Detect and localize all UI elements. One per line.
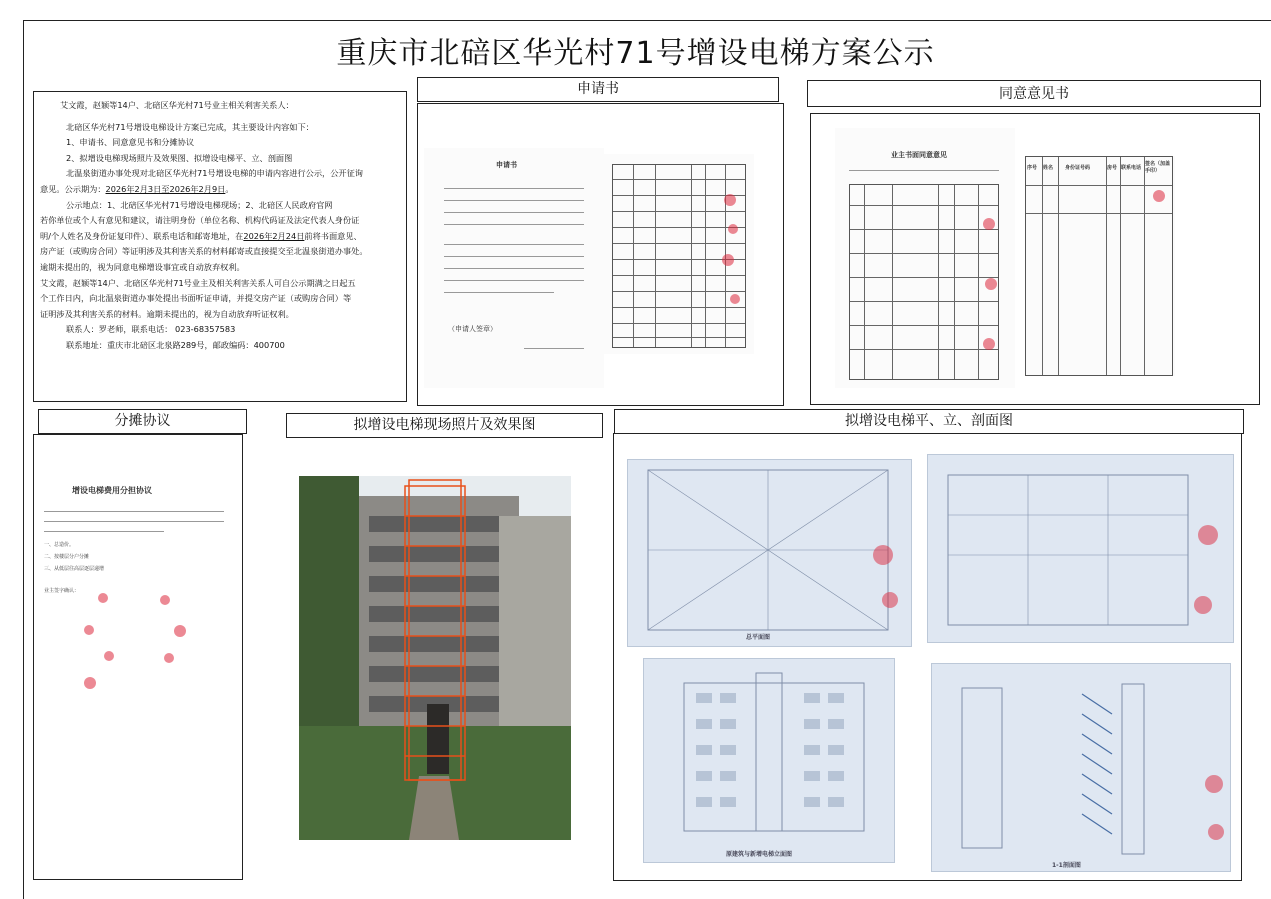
notice-line: 若你单位或个人有意见和建议，请注明身份（单位名称、机构代码证及法定代表人身份证 [40,215,360,226]
cost-share-scan [34,465,240,695]
consent-scan-left [835,128,1015,388]
notice-line: 艾文霞，赵颖等14户、北碚区华光村71号业主相关利害关系人： [60,100,294,110]
cost-share-panel [33,434,243,880]
site-photo-label: 拟增设电梯现场照片及效果图 [286,413,603,438]
elevation-drawing [643,658,895,863]
section-drawing [931,663,1231,872]
applicant-list-scan [604,154,754,354]
cost-share-label: 分摊协议 [38,409,247,434]
notice-line: 证明涉及其利害关系的材料。逾期未提出的，视为自动放弃听证权利。 [40,308,294,319]
consent-header: 联系电话 [1121,165,1142,171]
consent-header: 身份证号码 [1065,165,1091,171]
application-scan-sign: （申请人签章） [448,325,497,333]
consent-header: 签名（加盖手印） [1145,161,1171,174]
consent-panel [810,113,1260,405]
notice-line: 2、拟增设电梯现场照片及效果图、拟增设电梯平、立、剖面图 [66,152,293,163]
notice-text-panel [33,91,407,402]
notice-line: 1、申请书、同意意见书和分摊协议 [66,137,195,148]
drawings-label: 拟增设电梯平、立、剖面图 [614,409,1244,434]
notice-line: 联系地址：重庆市北碚区北泉路289号，邮政编码：400700 [66,339,285,350]
notice-line: 房产证（或购房合同）等证明涉及其利害关系的材料邮寄或直接提交至北温泉街道办事处。 [40,246,368,257]
notice-line: 联系人：罗老师，联系电话： 023-68357583 [66,324,236,335]
site-photo [299,476,571,840]
notice-line: 逾期未提出的，视为同意电梯增设事宜或自动放弃权利。 [40,261,245,272]
notice-line: 艾文霞，赵颖等14户、北碚区华光村71号业主及相关利害关系人可自公示期满之日起五 [40,277,356,288]
notice-line: 北温泉街道办事处现对北碚区华光村71号增设电梯的申请内容进行公示，公开征询 [66,168,363,179]
consent-header: 姓名 [1043,165,1054,171]
page-title: 重庆市北碚区华光村71号增设电梯方案公示 [336,36,935,71]
building-photo-graphic [299,476,571,840]
notice-line: 公示地点：1、北碚区华光村71号增设电梯现场；2、北碚区人民政府官网 [66,199,333,210]
application-panel [417,103,784,406]
application-scan [424,148,604,388]
application-scan-title: 申请书 [496,161,517,169]
plan-caption: 总平面图 [746,634,771,641]
cost-sign-label: 业主签字确认： [44,588,80,594]
consent-scan-title: 业主书面同意意见 [891,151,947,159]
drawings-panel [613,433,1242,881]
consent-label: 同意意见书 [807,80,1261,107]
section-caption: 1-1剖面图 [1052,862,1081,869]
consent-header: 序号 [1027,165,1038,171]
consent-scan-right [1025,156,1175,376]
elevation-caption: 原建筑与新增电梯立面图 [726,851,793,858]
notice-line: 北碚区华光村71号增设电梯设计方案已完成，其主要设计内容如下： [66,121,314,132]
cost-item: 三、从低层往高层逐层递增 [44,566,105,572]
notice-line: 意见。公示期为：2026年2月3日至2026年2月9日。 [40,183,234,194]
application-label: 申请书 [417,77,779,102]
cost-item: 一、总造价。 [44,542,75,548]
consent-header: 房号 [1107,165,1118,171]
notice-period: 2026年2月3日至2026年2月9日 [105,183,226,194]
notice-line: 明/个人姓名及身份证复印件）、联系电话和邮寄地址，在2026年2月24日前将书面意见、 [40,230,362,241]
cost-scan-title: 增设电梯费用分担协议 [72,486,152,495]
floor-plan-drawing [927,454,1234,643]
notice-line: 个工作日内，向北温泉街道办事处提出书面听证申请，并提交房产证（或购房合同）等 [40,293,352,304]
cost-item: 二、按楼层分户分摊 [44,554,90,560]
site-plan-drawing [627,459,912,647]
notice-deadline: 2026年2月24日 [243,230,305,241]
